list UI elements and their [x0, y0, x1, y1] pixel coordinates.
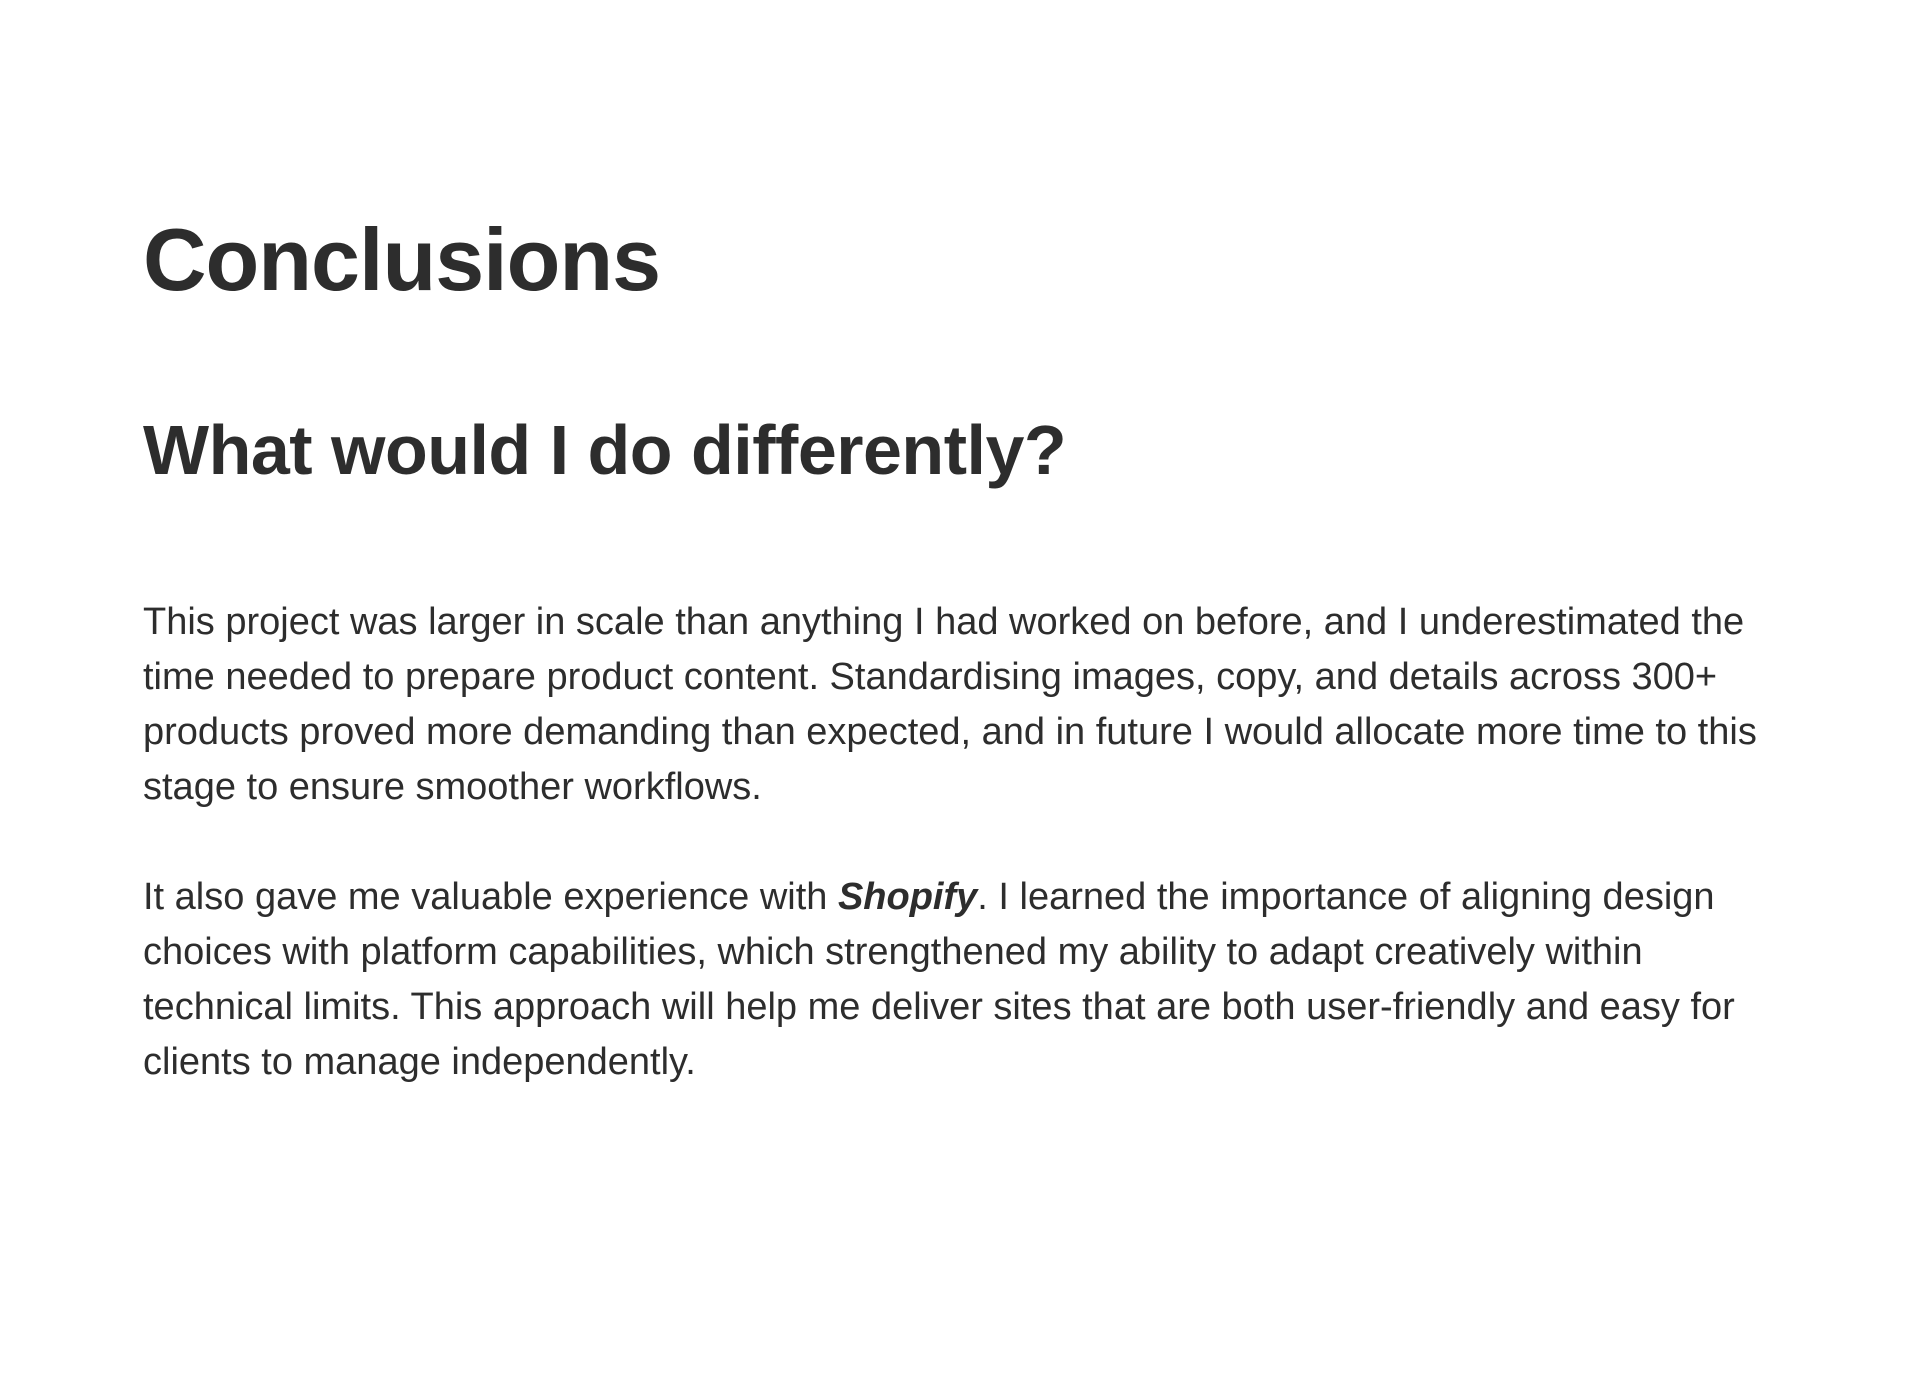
paragraph-scale-reflection: This project was larger in scale than anything I had worked on before, and I underestimated the time needed to prepare product content. Standardising images, copy, and details across 300+ products proved more demanding than expected, and in future I would allocate more time to this stage to ensure smoother workflows. [143, 601, 1757, 808]
paragraph-shopify-experience [143, 870, 1803, 1090]
paragraph-text-before: It also gave me valuable experience with [143, 876, 838, 918]
section-heading: What would I do differently? [143, 411, 1067, 489]
page-title: Conclusions [143, 210, 661, 309]
paragraph-text-after: . I learned the importance of aligning design choices with platform capabilities, which strengthened my ability to adapt creatively within technical limits. This approach will help me deliver sites that are both user-friendly and easy for clients to manage independently. [143, 876, 1735, 1083]
conclusions-section [143, 205, 1803, 1090]
shopify-emphasis: Shopify [837, 876, 978, 918]
